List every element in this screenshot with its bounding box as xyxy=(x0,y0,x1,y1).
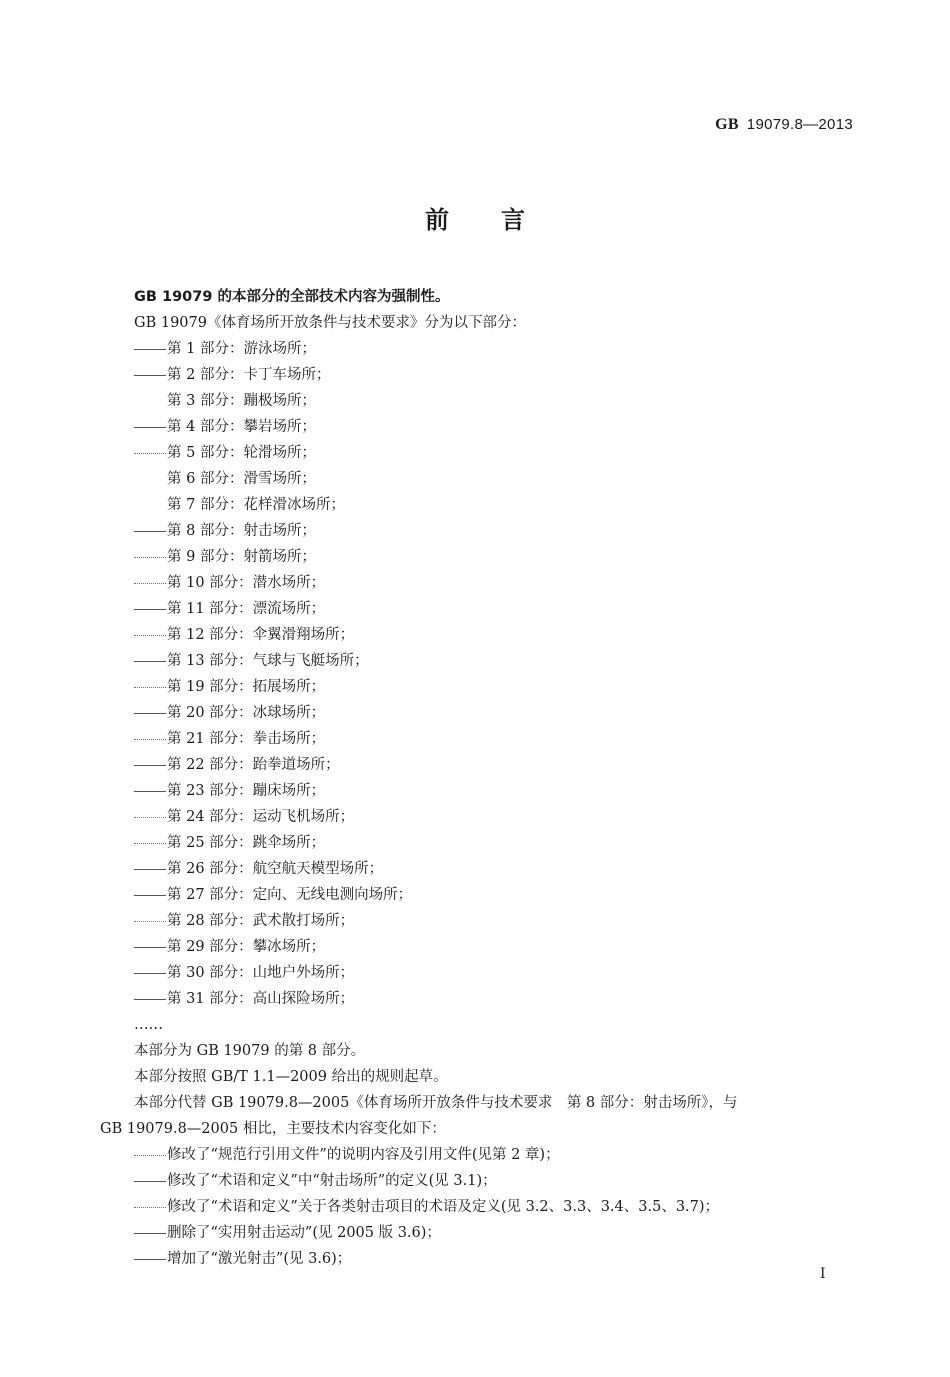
em-dash-marker xyxy=(134,895,166,896)
em-dash-marker xyxy=(134,999,166,1000)
part-list-item-text: 第 25 部分：跳伞场所； xyxy=(167,835,326,851)
em-dash-marker xyxy=(134,765,166,766)
replaces-statement-line2: GB 19079.8—2005 相比，主要技术内容变化如下： xyxy=(100,1121,446,1137)
part-list-item xyxy=(134,414,854,440)
part-list-item-text: 第 22 部分：跆拳道场所； xyxy=(167,757,340,773)
part-list-item xyxy=(134,726,854,752)
part-list-item xyxy=(134,856,854,882)
mandatory-statement: GB 19079 的本部分的全部技术内容为强制性。 xyxy=(134,289,450,305)
change-list-item xyxy=(134,1142,854,1168)
parts-list xyxy=(134,336,854,1012)
em-dash-marker xyxy=(134,375,166,376)
part-list-item xyxy=(134,830,854,856)
part-list-item xyxy=(134,336,854,362)
part-list-item xyxy=(134,908,854,934)
part-list-item xyxy=(134,752,854,778)
parts-intro: GB 19079《体育场所开放条件与技术要求》分为以下部分： xyxy=(134,315,526,331)
replaces-statement-line1: 本部分代替 GB 19079.8—2005《体育场所开放条件与技术要求 第 8 部分：射击场所》，与 xyxy=(134,1095,738,1111)
part-list-item xyxy=(134,388,854,414)
em-dash-marker xyxy=(134,713,166,714)
part-list-item-text: 第 21 部分：拳击场所； xyxy=(167,731,326,747)
part-list-item xyxy=(134,804,854,830)
ellipsis: …… xyxy=(134,1017,163,1033)
em-dash-marker xyxy=(134,661,166,662)
page-number: I xyxy=(820,1266,826,1282)
part-list-item-text: 第 5 部分：轮滑场所； xyxy=(167,445,316,461)
part-list-item xyxy=(134,986,854,1012)
part-list-item xyxy=(134,882,854,908)
part-list-item-text: 第 9 部分：射箭场所； xyxy=(167,549,316,565)
part-list-item xyxy=(134,544,854,570)
part-list-item xyxy=(134,362,854,388)
part-list-item-text: 第 8 部分：射击场所； xyxy=(167,523,316,539)
part-list-item xyxy=(134,570,854,596)
part-list-item xyxy=(134,648,854,674)
part-list-item xyxy=(134,778,854,804)
standard-number: 19079.8—2013 xyxy=(746,116,853,133)
em-dash-marker xyxy=(134,349,166,350)
em-dash-marker xyxy=(134,921,166,922)
part-list-item-text: 第 2 部分：卡丁车场所； xyxy=(167,367,331,383)
part-list-item-text: 第 31 部分：高山探险场所； xyxy=(167,991,355,1007)
standard-number-header xyxy=(715,116,853,134)
em-dash-marker xyxy=(134,791,166,792)
part-list-item-text: 第 11 部分：漂流场所； xyxy=(167,601,326,617)
part-list-item xyxy=(134,622,854,648)
part-list-item-text: 第 29 部分：攀冰场所； xyxy=(167,939,326,955)
part-list-item xyxy=(134,596,854,622)
em-dash-marker xyxy=(134,869,166,870)
part-list-item-text: 第 30 部分：山地户外场所； xyxy=(167,965,355,981)
change-list-item xyxy=(134,1194,854,1220)
em-dash-marker xyxy=(134,583,166,584)
part-list-item-text: 第 26 部分：航空航天模型场所； xyxy=(167,861,384,877)
part-list-item xyxy=(134,518,854,544)
changes-list xyxy=(134,1142,854,1272)
em-dash-marker xyxy=(134,635,166,636)
change-list-item xyxy=(134,1220,854,1246)
part-list-item xyxy=(134,960,854,986)
part-list-item-text: 第 3 部分：蹦极场所； xyxy=(167,393,316,409)
change-list-item xyxy=(134,1168,854,1194)
part-list-item-text: 第 19 部分：拓展场所； xyxy=(167,679,326,695)
em-dash-marker xyxy=(134,687,166,688)
part-list-item-text: 第 23 部分：蹦床场所； xyxy=(167,783,326,799)
foreword-body xyxy=(100,284,854,1272)
em-dash-marker xyxy=(134,453,166,454)
standard-prefix: GB xyxy=(715,116,739,133)
page-title xyxy=(0,200,950,235)
part-list-item-text: 第 10 部分：潜水场所； xyxy=(167,575,326,591)
part-list-item-text: 第 13 部分：气球与飞艇场所； xyxy=(167,653,369,669)
part-list-item-text: 第 20 部分：冰球场所； xyxy=(167,705,326,721)
part-list-item xyxy=(134,934,854,960)
part-list-item-text: 第 12 部分：伞翼滑翔场所； xyxy=(167,627,355,643)
change-list-item-text: 修改了“术语和定义”关于各类射击项目的术语及定义(见 3.2、3.3、3.4、3.5、3.7)； xyxy=(167,1199,720,1215)
em-dash-marker xyxy=(134,817,166,818)
part-list-item xyxy=(134,674,854,700)
title-char-2: 言 xyxy=(501,206,525,234)
em-dash-marker xyxy=(134,1259,166,1260)
part-list-item-text: 第 24 部分：运动飞机场所； xyxy=(167,809,355,825)
part-list-item-text: 第 1 部分：游泳场所； xyxy=(167,341,316,357)
change-list-item-text: 删除了“实用射击运动”(见 2005 版 3.6)； xyxy=(167,1225,441,1241)
em-dash-marker xyxy=(134,1207,166,1208)
em-dash-marker xyxy=(134,531,166,532)
em-dash-marker xyxy=(134,843,166,844)
title-char-1: 前 xyxy=(425,206,449,234)
em-dash-marker xyxy=(134,557,166,558)
drafting-statement: 本部分按照 GB/T 1.1—2009 给出的规则起草。 xyxy=(134,1069,448,1085)
em-dash-marker xyxy=(134,739,166,740)
part-list-item-text: 第 6 部分：滑雪场所； xyxy=(167,471,316,487)
em-dash-marker xyxy=(134,1155,166,1156)
part-list-item-text: 第 28 部分：武术散打场所； xyxy=(167,913,355,929)
change-list-item-text: 增加了“激光射击”(见 3.6)； xyxy=(167,1251,352,1267)
em-dash-marker xyxy=(134,973,166,974)
em-dash-marker xyxy=(134,1233,166,1234)
this-part-statement: 本部分为 GB 19079 的第 8 部分。 xyxy=(134,1043,366,1059)
part-list-item xyxy=(134,492,854,518)
part-list-item xyxy=(134,440,854,466)
part-list-item-text: 第 4 部分：攀岩场所； xyxy=(167,419,316,435)
em-dash-marker xyxy=(134,1181,166,1182)
part-list-item-text: 第 7 部分：花样滑冰场所； xyxy=(167,497,345,513)
change-list-item xyxy=(134,1246,854,1272)
part-list-item xyxy=(134,700,854,726)
em-dash-marker xyxy=(134,427,166,428)
change-list-item-text: 修改了“术语和定义”中“射击场所”的定义(见 3.1)； xyxy=(167,1173,497,1189)
em-dash-marker xyxy=(134,609,166,610)
part-list-item xyxy=(134,466,854,492)
change-list-item-text: 修改了“规范行引用文件”的说明内容及引用文件(见第 2 章)； xyxy=(167,1147,560,1163)
em-dash-marker xyxy=(134,947,166,948)
part-list-item-text: 第 27 部分：定向、无线电测向场所； xyxy=(167,887,413,903)
